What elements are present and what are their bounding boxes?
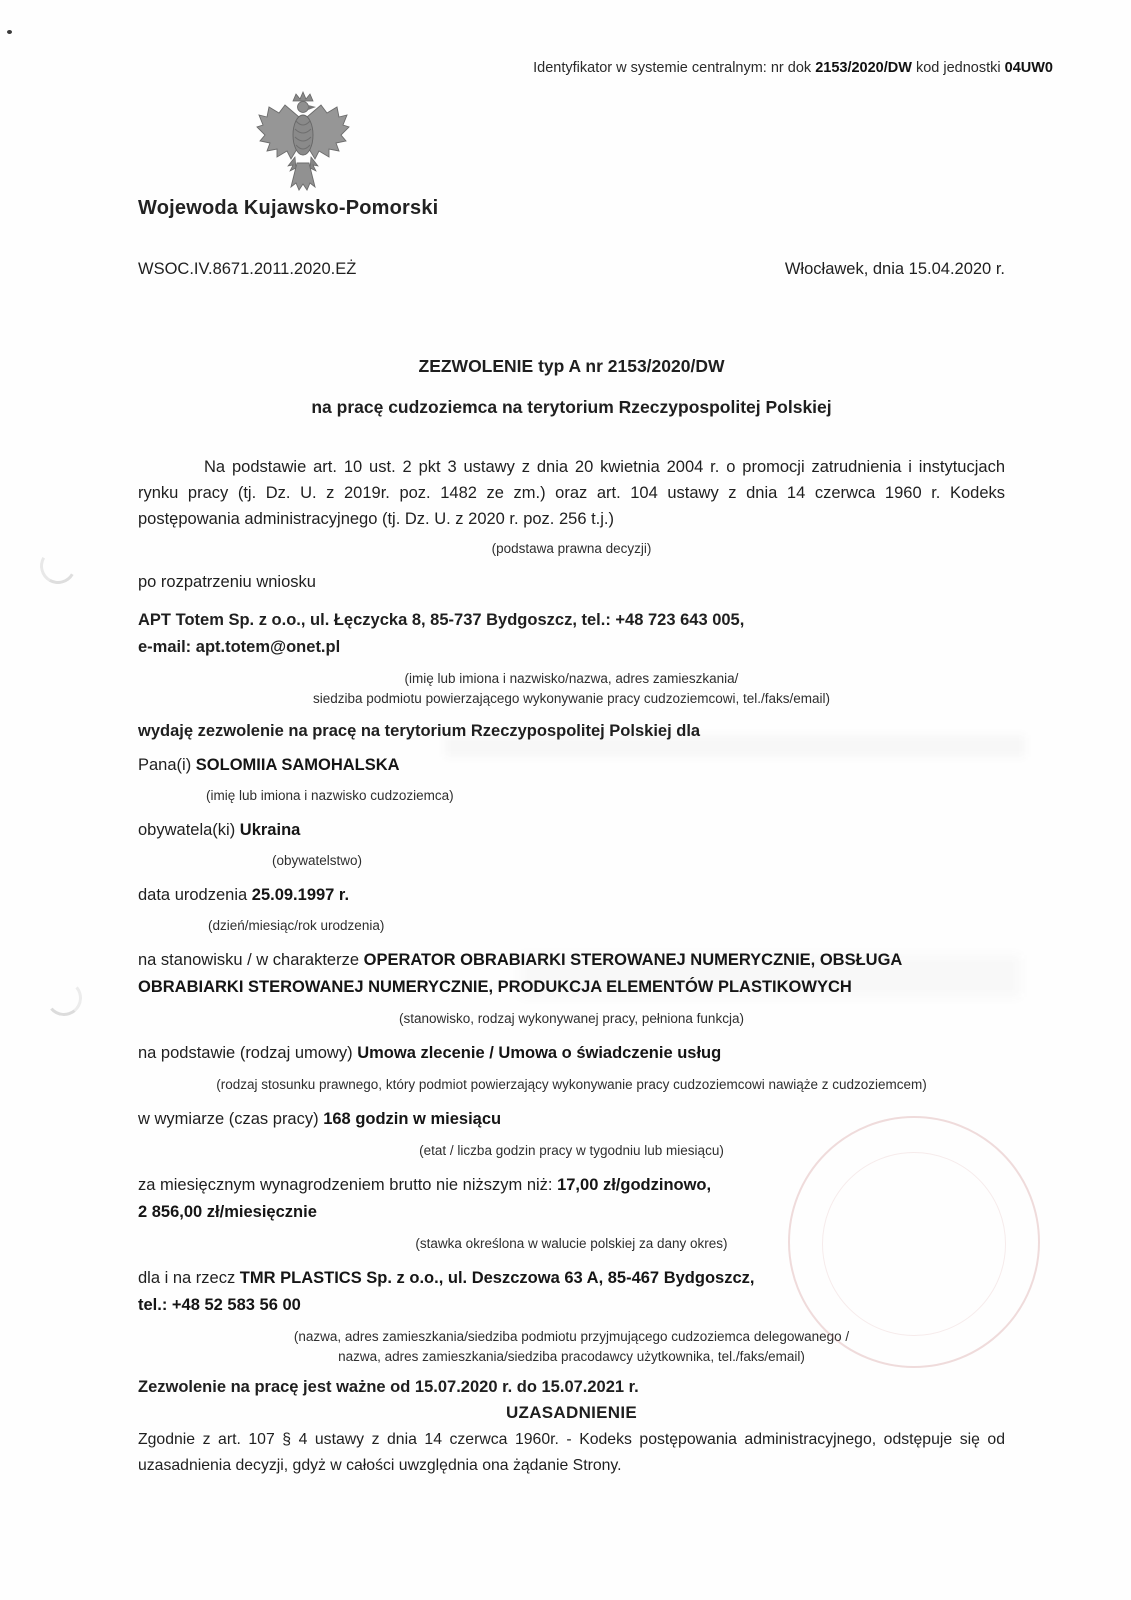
validity-line: Zezwolenie na pracę jest ważne od 15.07.2020 r. do 15.07.2021 r. (138, 1378, 639, 1396)
salary-caption: (stawka określona w walucie polskiej za dany okres) (415, 1236, 728, 1251)
position-label: na stanowisku / w charakterze (138, 951, 364, 969)
salary-value-2: 2 856,00 zł/miesięcznie (138, 1203, 317, 1221)
birthdate-caption: (dzień/miesiąc/rok urodzenia) (208, 918, 385, 933)
contract-line (138, 1040, 1005, 1067)
place-date: Włocławek, dnia 15.04.2020 r. (784, 260, 1005, 278)
birthdate-label: data urodzenia (138, 886, 252, 904)
contract-caption: (rodzaj stosunku prawnego, który podmiot powierzający wykonywanie pracy cudzoziemcowi nawiąże z cudzoziemcem) (216, 1077, 927, 1092)
host-company-label: dla i na rzecz (138, 1269, 240, 1287)
host-company-value-2: tel.: +48 52 583 56 00 (138, 1296, 301, 1314)
foreigner-name-label: Pana(i) (138, 756, 196, 774)
citizenship-value: Ukraina (239, 821, 301, 839)
unit-code: 04UW0 (1004, 60, 1053, 76)
birthdate-line (138, 882, 1005, 909)
case-date-row (138, 260, 1005, 279)
birthdate-value: 25.09.1997 r. (251, 886, 350, 904)
contract-label: na podstawie (rodzaj umowy) (138, 1044, 358, 1062)
host-caption-line1: (nazwa, adres zamieszkania/siedziba podmiotu przyjmującego cudzoziemca delegowanego / (293, 1329, 850, 1344)
foreigner-name-caption: (imię lub imiona i nazwisko cudzoziemca) (206, 788, 454, 803)
employer-caption-line2: siedziba podmiotu powierzającego wykonywanie pracy cudzoziemcowi, tel./faks/email) (313, 691, 830, 706)
position-caption: (stanowisko, rodzaj wykonywanej pracy, pełniona funkcja) (399, 1011, 744, 1026)
after-request-line: po rozpatrzeniu wniosku (138, 573, 316, 591)
permit-subtitle: na pracę cudzoziemca na terytorium Rzeczypospolitej Polskiej (311, 397, 832, 417)
faint-round-stamp-inner (822, 1152, 1006, 1336)
employer-line1: APT Totem Sp. z o.o., ul. Łęczycka 8, 85-737 Bydgoszcz, tel.: +48 723 643 005, (138, 611, 745, 629)
citizenship-label: obywatela(ki) (138, 821, 240, 839)
host-company-value-1: TMR PLASTICS Sp. z o.o., ul. Deszczowa 63 A, 85-467 Bydgoszcz, (239, 1269, 755, 1287)
citizenship-line (138, 817, 1005, 844)
legal-basis-paragraph: Na podstawie art. 10 ust. 2 pkt 3 ustawy z dnia 20 kwietnia 2004 r. o promocji zatrudnienia i instytucjach rynku pracy (tj. Dz. U. z 2019r. poz. 1482 ze zm.) oraz art. 104 ustawy z dnia 14 czerwca 1960 r. Kodeks postępowania administracyjnego (tj. Dz. U. z 2020 r. poz. 256 t.j.) (138, 458, 1005, 528)
case-number: WSOC.IV.8671.2011.2020.EŻ (138, 260, 357, 278)
employer-caption (138, 669, 1005, 709)
working-time-caption: (etat / liczba godzin pracy w tygodniu lub miesiącu) (419, 1143, 724, 1158)
doc-id-middle: kod jednostki (911, 60, 1005, 76)
doc-number: 2153/2020/DW (815, 60, 912, 76)
host-caption-line2: nazwa, adres zamieszkania/siedziba pracodawcy użytkownika, tel./faks/email) (338, 1349, 805, 1364)
doc-id-prefix: Identyfikator w systemie centralnym: nr dok (533, 60, 816, 76)
authority-name: Wojewoda Kujawsko-Pomorski (138, 197, 439, 219)
foreigner-name: SOLOMIIA SAMOHALSKA (195, 756, 400, 774)
citizenship-caption: (obywatelstwo) (272, 853, 363, 868)
polish-eagle-emblem (255, 91, 350, 194)
scan-speck (7, 30, 12, 34)
justification-heading: UZASADNIENIE (505, 1403, 638, 1422)
salary-value-1: 17,00 zł/godzinowo, (557, 1176, 712, 1194)
doc-id-line (138, 60, 1053, 76)
contract-value: Umowa zlecenie / Umowa o świadczenie usług (357, 1044, 722, 1062)
working-time-value: 168 godzin w miesiącu (323, 1110, 502, 1128)
employer-line2: e-mail: apt.totem@onet.pl (138, 638, 341, 656)
employer-caption-line1: (imię lub imiona i nazwisko/nazwa, adres zamieszkania/ (404, 671, 739, 686)
permit-title: ZEZWOLENIE typ A nr 2153/2020/DW (418, 356, 725, 376)
legal-basis-caption: (podstawa prawna decyzji) (491, 541, 652, 556)
justification-text: Zgodnie z art. 107 § 4 ustawy z dnia 14 czerwca 1960r. - Kodeks postępowania administracyjnego, odstępuje się od uzasadnienia decyzji, gdyż w całości uwzględnia ona żądanie Strony. (138, 1431, 1005, 1474)
issue-statement: wydaję zezwolenie na pracę na terytorium Rzeczypospolitej Polskiej dla (138, 722, 701, 740)
position-value: OPERATOR OBRABIARKI STEROWANEJ NUMERYCZNIE, OBSŁUGA OBRABIARKI STEROWANEJ NUMERYCZNIE, PRODUKCJA ELEMENTÓW PLASTIKOWYCH (138, 951, 902, 996)
employer-name-address (138, 607, 1005, 661)
working-time-label: w wymiarze (czas pracy) (138, 1110, 324, 1128)
scan-noise (445, 735, 1025, 757)
scan-noise (520, 955, 1020, 997)
salary-label: za miesięcznym wynagrodzeniem brutto nie niższym niż: (138, 1176, 558, 1194)
